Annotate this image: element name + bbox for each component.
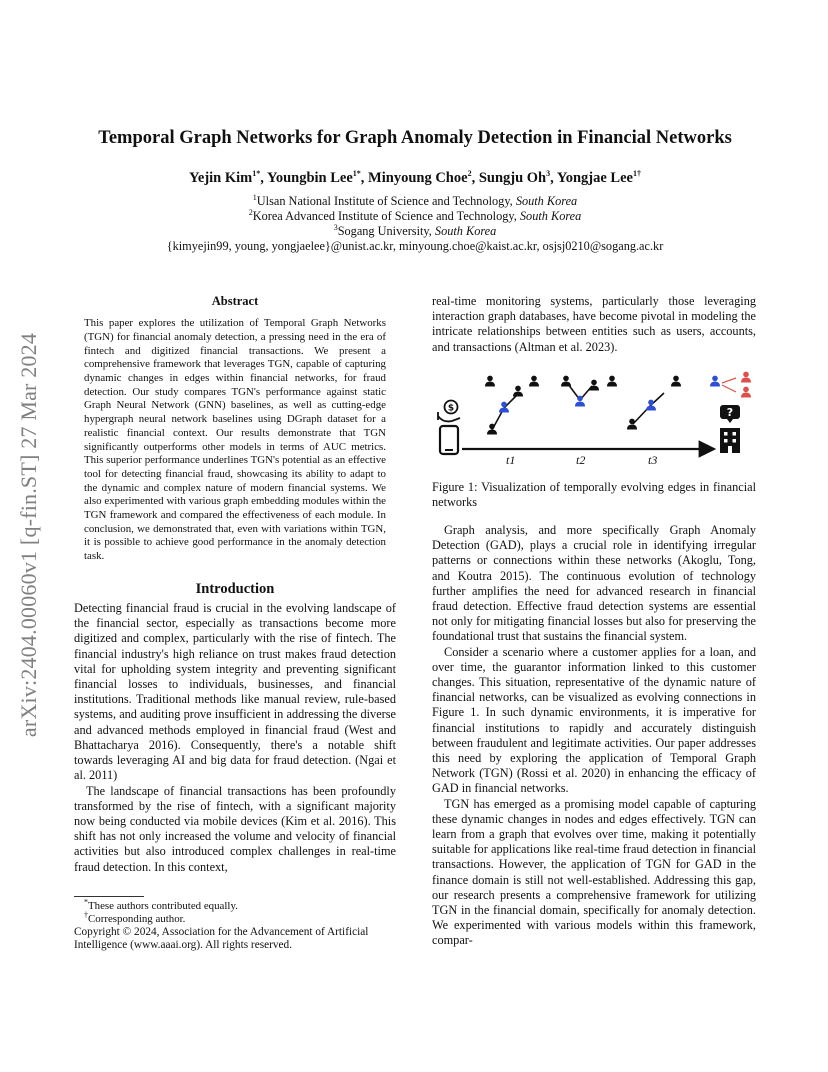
footnote-mark: † xyxy=(84,910,88,920)
footnote-text: These authors contributed equally. xyxy=(88,900,238,912)
author: Minyoung Choe xyxy=(368,170,468,186)
introduction-heading: Introduction xyxy=(195,580,275,597)
author: Sungju Oh xyxy=(478,170,547,186)
footnotes xyxy=(74,897,396,953)
paper-title: Temporal Graph Networks for Graph Anomaly Detection in Financial Networks xyxy=(98,128,732,148)
time-label-t1: t1 xyxy=(506,453,516,467)
abstract-text: This paper explores the utilization of Temporal Graph Networks (TGN) for financial anomaly detection, a pressing need in the era of fintech and digitized financial transactions. We present a comprehensive framework that leverages TGN, capable of capturing dynamic changes in edges within financial networks, for fraud detection. Our study compares TGN's performance against static Graph Neural Network (GNN) baselines, as well as cutting-edge hypergraph neural network baselines using DGraph dataset for a realistic financial context. Our results demonstrate that TGN significantly outperforms other models in terms of AUC metrics. This superior performance underlines TGN's potential as an effective tool for detecting financial fraud, showcasing its ability to adapt to the dynamic and complex nature of modern financial systems. We also experimented with various graph embedding modules within the TGN framework and compared the effectiveness of each module. In conclusion, we demonstrated that, even with variations within TGN, it is possible to achieve good performance in the anomaly detection task. xyxy=(84,317,386,563)
figure-caption: Figure 1: Visualization of temporally evolving edges in financial networks xyxy=(432,480,756,510)
author: Yejin Kim xyxy=(189,170,253,186)
user-icon xyxy=(485,376,495,387)
affiliation xyxy=(60,209,770,224)
body-paragraph: real-time monitoring systems, particularly those leveraging interaction graph databases, have become pivotal in modeling the intricate relationships between entities such as users, accounts, and transactions (Altman et al. 2023). xyxy=(432,294,756,354)
intro-paragraph: The landscape of financial transactions has been profoundly transformed by the rise of fintech, with a significant majority now being conducted via mobile devices (Kim et al. 2016). This shift has not only increased the volume and velocity of financial activities but also introduced complex challenges in real-time fraud detection. In this context, xyxy=(74,783,396,874)
time-label-t2: t2 xyxy=(576,453,586,467)
user-icon xyxy=(529,376,539,387)
right-column-bottom xyxy=(432,523,756,949)
figure-1 xyxy=(430,368,760,473)
body-paragraph: TGN has emerged as a promising model capable of capturing these dynamic changes in nodes and edges effectively. TGN can learn from a graph that evolves over time, making it potentially suitable for applications like real-time fraud detection in financial transactions. However, the application of TGN for GAD in the finance domain is still not well-established. Addressing this gap, our research presents a comprehensive framework for utilizing TGN in the financial domain, specifically for anomaly detection. We experimented with various models within this framework, compar- xyxy=(432,796,756,948)
footnote xyxy=(74,897,396,913)
author-mark: 2 xyxy=(467,169,472,179)
copyright-notice: Copyright © 2024, Association for the Advancement of Artificial Intelligence (www.aaai.org). All rights reserved. xyxy=(74,926,369,952)
user-icon xyxy=(607,376,617,387)
footnote-mark: * xyxy=(84,897,88,907)
affiliation-country: South Korea xyxy=(519,209,582,223)
author-mark: 1* xyxy=(352,169,361,179)
affiliation-mark: 1 xyxy=(252,192,257,202)
author-emails: {kimyejin99, young, yongjaelee}@unist.ac.kr, minyoung.choe@kaist.ac.kr, osjsj0210@sogang.ac.kr xyxy=(166,239,664,253)
affiliation-name: Ulsan National Institute of Science and Technology, xyxy=(256,194,516,208)
customer-icon xyxy=(575,396,585,407)
coin-hand-icon xyxy=(438,401,460,422)
user-icon xyxy=(589,380,599,391)
affiliation-mark: 3 xyxy=(333,222,338,232)
author: Yongjae Lee xyxy=(556,170,633,186)
affiliation-name: Korea Advanced Institute of Science and Technology, xyxy=(252,209,520,223)
body-paragraph: Graph analysis, and more specifically Graph Anomaly Detection (GAD), plays a crucial role in identifying irregular patterns or connections within these networks (Akoglu, Tong, and Koutra 2015). The continuous evolution of technology further amplifies the need for advanced research in financial fraud detection. Effective fraud detection systems are essential not only for mitigating financial losses but also for preserving the foundational trust that sustains the financial system. xyxy=(432,523,756,644)
bank-building-icon xyxy=(720,428,740,453)
arxiv-id: arXiv:2404.00060v1 [q-fin.ST] 27 Mar 2024 xyxy=(16,332,41,738)
time-label-t3: t3 xyxy=(648,453,658,467)
footnote xyxy=(74,910,396,926)
body-paragraph: Consider a scenario where a customer applies for a loan, and over time, the guarantor information linked to this customer changes. This situation, representative of the dynamic nature of financial networks, can be visualized as evolving connections in Figure 1. In such dynamic environments, it is imperative for financial institutions to rapidly and accurately distinguish between fraudulent and legitimate activities. Our paper addresses this need by exploring the application of Temporal Graph Network (TGN) (Rossi et al. 2020) in enhancing the efficacy of GAD in financial networks. xyxy=(432,644,756,796)
user-icon xyxy=(561,376,571,387)
dollar-sign: $ xyxy=(447,403,455,414)
right-column-top xyxy=(432,294,756,355)
user-group-icon xyxy=(710,372,751,398)
author-mark: 1† xyxy=(632,169,641,179)
user-icon xyxy=(513,386,523,397)
affiliation-name: Sogang University, xyxy=(337,224,435,238)
left-column xyxy=(74,294,396,875)
author-list: Yejin Kim$^{1*}$, Youngbin Lee$^{1*}$, Minyoung Choe$^2$, Sungju Oh$^3$, Yongjae Lee$^{1\dagger}$ xyxy=(189,169,641,186)
author-mark: 1* xyxy=(252,169,261,179)
affiliation-country: South Korea xyxy=(515,194,578,208)
affiliation-country: South Korea xyxy=(434,224,497,238)
affiliation xyxy=(60,194,770,209)
affiliation-mark: 2 xyxy=(248,207,253,217)
intro-paragraph: Detecting financial fraud is crucial in the evolving landscape of the financial sector, especially as transactions become more digitized and complex, particularly with the rise of fintech. The financial industry's high reliance on trust makes fraud detection vital for upholding system integrity and preventing significant financial losses to individuals, businesses, and financial institutions. Traditional methods like manual review, rule-based systems, and auditing prove insufficient in addressing the diverse and advanced methods employed in financial fraud (West and Bhattacharya 2016). Consequently, there's a notable shift towards leveraging AI and big data for fraud detection. (Ngai et al. 2011) xyxy=(74,601,396,783)
customer-icon xyxy=(499,402,509,413)
footnote-text: Corresponding author. xyxy=(88,913,186,925)
user-icon xyxy=(671,376,681,387)
abstract-heading: Abstract xyxy=(211,294,259,308)
phone-icon xyxy=(440,426,458,454)
affiliation xyxy=(60,224,770,239)
arxiv-stamp xyxy=(14,275,44,795)
question-mark: ? xyxy=(726,406,734,419)
author-mark: 3 xyxy=(546,169,551,179)
author: Youngbin Lee xyxy=(266,170,353,186)
question-bubble-icon xyxy=(720,405,740,423)
